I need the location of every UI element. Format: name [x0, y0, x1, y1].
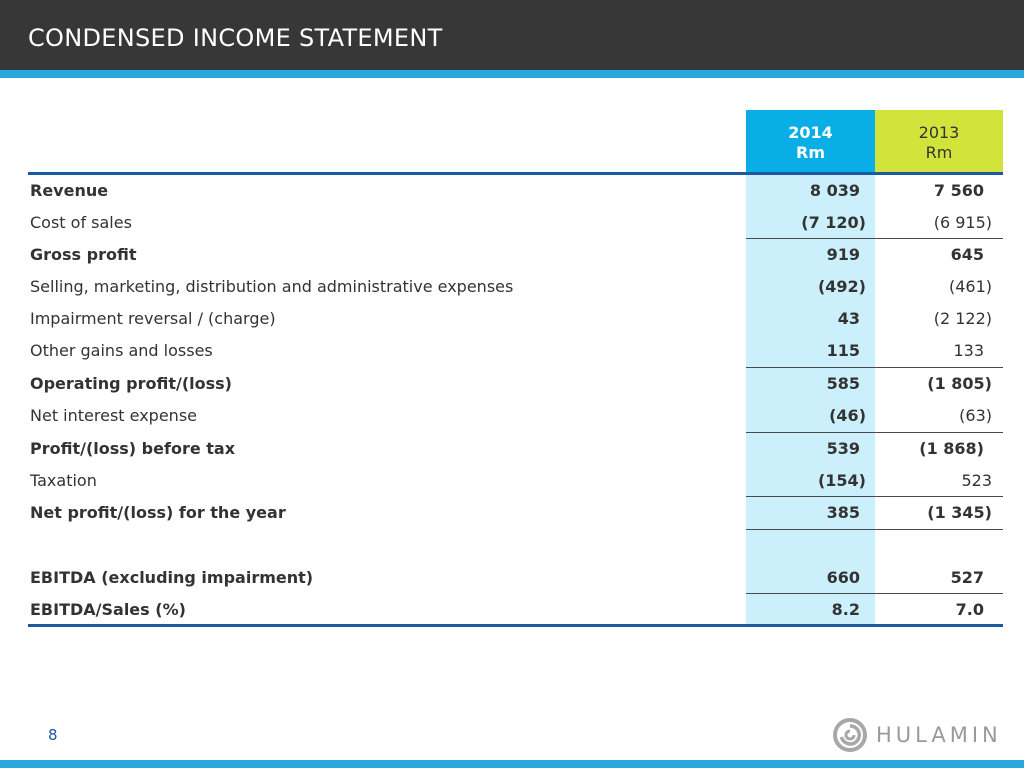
value-2013: (1 868): [919, 439, 984, 458]
table-row-cost-of-sales: [0, 206, 1024, 238]
value-2013: 523: [961, 471, 992, 490]
footer-accent-stripe: [0, 760, 1024, 768]
row-label: Operating profit/(loss): [30, 374, 232, 393]
row-label: Gross profit: [30, 245, 137, 264]
value-2014: 8 039: [809, 181, 860, 200]
value-2013: (2 122): [933, 309, 992, 328]
column-2013-unit: Rm: [925, 143, 953, 162]
table-row-profit-before-tax: [0, 432, 1024, 464]
column-header-2014: [746, 110, 875, 172]
row-label: Net profit/(loss) for the year: [30, 503, 286, 522]
value-2014: 115: [826, 341, 860, 360]
column-2013-year: 2013: [918, 123, 960, 142]
page-number: 8: [48, 726, 58, 744]
table-row-net-interest: [0, 399, 1024, 431]
page-title: CONDENSED INCOME STATEMENT: [28, 24, 443, 52]
column-2014-year: 2014: [788, 123, 833, 142]
value-2014: (7 120): [801, 213, 866, 232]
value-2013: (1 345): [927, 503, 992, 522]
value-2013: 7.0: [955, 600, 984, 619]
value-2014: (492): [817, 277, 866, 296]
logo-wordmark: HULAMIN: [876, 723, 1002, 747]
header-accent-stripe: [0, 70, 1024, 78]
value-2014: 539: [826, 439, 860, 458]
table-row-ebitda: [0, 561, 1024, 593]
company-logo: [832, 716, 1008, 754]
row-label: Selling, marketing, distribution and administrative expenses: [30, 277, 514, 296]
table-row-operating-profit: [0, 367, 1024, 399]
row-label: Other gains and losses: [30, 341, 213, 360]
row-label: Impairment reversal / (charge): [30, 309, 276, 328]
value-2014: (154): [817, 471, 866, 490]
value-2013: 7 560: [933, 181, 984, 200]
table-row-other-gains: [0, 334, 1024, 366]
value-2013: (63): [959, 406, 992, 425]
value-2014: 660: [826, 568, 860, 587]
table-row-ebitda-sales: [0, 593, 1024, 625]
value-2013: (461): [948, 277, 992, 296]
column-header-2013: [875, 110, 1003, 172]
logo-swirl-icon: [832, 717, 868, 753]
value-2014: (46): [829, 406, 866, 425]
table-row-taxation: [0, 464, 1024, 496]
section-rule: [746, 529, 1003, 530]
value-2014: 585: [826, 374, 860, 393]
column-2014-unit: Rm: [796, 143, 825, 162]
table-row-gross-profit: [0, 238, 1024, 270]
value-2013: 133: [953, 341, 984, 360]
value-2013: (1 805): [927, 374, 992, 393]
value-2014: 919: [826, 245, 860, 264]
table-bottom-rule: [28, 624, 1003, 627]
row-label: EBITDA/Sales (%): [30, 600, 186, 619]
table-row-impairment: [0, 302, 1024, 334]
table-row-net-profit: [0, 496, 1024, 528]
value-2013: (6 915): [933, 213, 992, 232]
row-label: Cost of sales: [30, 213, 132, 232]
row-label: Revenue: [30, 181, 109, 200]
row-label: Profit/(loss) before tax: [30, 439, 236, 458]
row-label: Net interest expense: [30, 406, 197, 425]
value-2013: 645: [950, 245, 984, 264]
value-2014: 8.2: [831, 600, 860, 619]
value-2014: 385: [826, 503, 860, 522]
table-row-selling-expenses: [0, 270, 1024, 302]
row-label: Taxation: [30, 471, 97, 490]
row-label: EBITDA (excluding impairment): [30, 568, 314, 587]
value-2013: 527: [950, 568, 984, 587]
title-bar: [0, 0, 1024, 70]
table-row-revenue: [0, 174, 1024, 206]
value-2014: 43: [837, 309, 860, 328]
